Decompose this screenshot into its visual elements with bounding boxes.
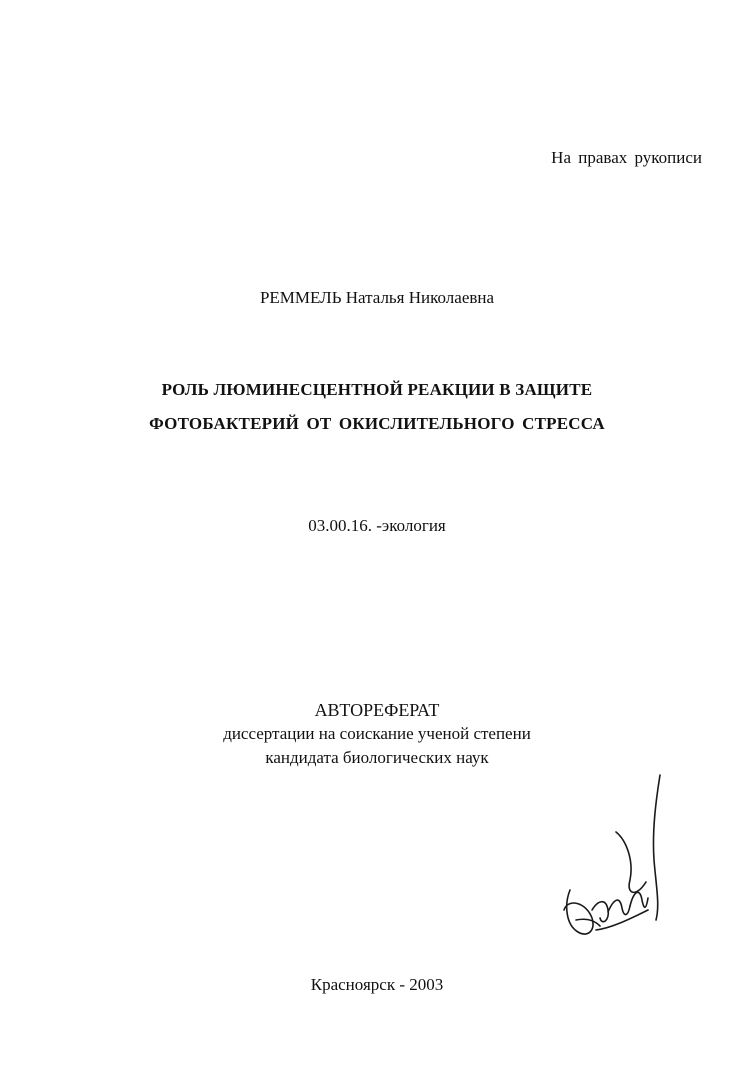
abstract-heading: АВТОРЕФЕРАТ [314, 700, 440, 720]
title-line-2: ФОТОБАКТЕРИЙ ОТ ОКИСЛИТЕЛЬНОГО СТРЕССА [149, 414, 605, 433]
signature-icon [556, 770, 676, 960]
title-line-1: РОЛЬ ЛЮМИНЕСЦЕНТНОЙ РЕАКЦИИ В ЗАЩИТЕ [161, 380, 593, 399]
rights-note: На правах рукописи [551, 148, 702, 167]
specialty-code: 03.00.16. -экология [308, 516, 446, 535]
abstract-subtitle-1: диссертации на соискание ученой степени [223, 724, 531, 743]
abstract-subtitle-2: кандидата биологических наук [265, 748, 489, 767]
author-name: РЕММЕЛЬ Наталья Николаевна [259, 288, 495, 307]
city-year: Красноярск - 2003 [310, 975, 444, 994]
